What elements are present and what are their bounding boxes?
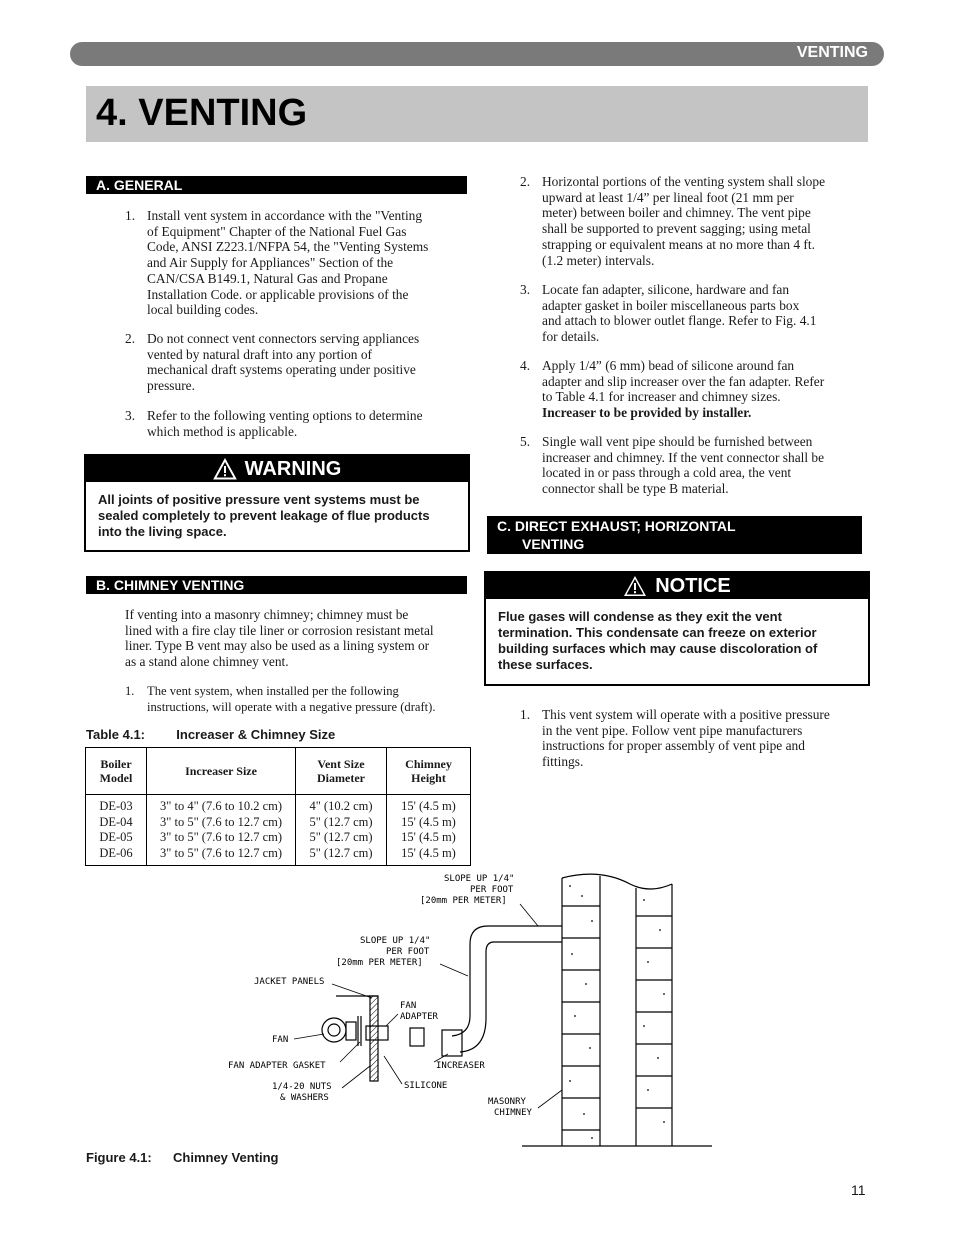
text-line: meter) between boiler and chimney. The vent pipe xyxy=(542,205,811,221)
page-number: 11 xyxy=(851,1182,866,1198)
text-line: strapping or equivalent means at no more than 4 ft. xyxy=(542,236,815,252)
table-cell: DE-03 DE-04 DE-05 DE-06 xyxy=(86,795,147,866)
text-line: Installation Code. or applicable provisions of the xyxy=(147,286,409,302)
text-line: mechanical draft systems operating under positive xyxy=(147,362,416,378)
list-text xyxy=(542,282,816,345)
list-number: 4. xyxy=(520,358,531,373)
text-line: instructions for proper assembly of vent pipe and xyxy=(542,738,805,754)
text-line: Code, ANSI Z223.1/NFPA 54, the "Venting Systems xyxy=(147,239,429,255)
figure-label: SLOPE UP 1/4" xyxy=(360,936,431,946)
figure-label: CHIMNEY xyxy=(494,1108,532,1118)
text-line: Horizontal portions of the venting system shall slope xyxy=(542,174,826,189)
text-line: adapter and slip increaser over the fan adapter. Refer xyxy=(542,373,825,389)
section-direct-heading xyxy=(487,516,862,554)
table-caption-label: Table 4.1: xyxy=(86,727,146,742)
figure-label: FAN xyxy=(272,1035,289,1045)
text-line: increaser and chimney. If the vent connector shall be xyxy=(542,449,825,465)
text-line: vented by natural draft into any portion of xyxy=(147,346,372,362)
notice-text xyxy=(486,599,868,683)
notice-box xyxy=(484,571,870,686)
notice-header xyxy=(486,573,868,599)
chimney-intro xyxy=(125,607,470,670)
figure-label: PER FOOT xyxy=(470,885,514,895)
text-line: Single wall vent pipe should be furnished between xyxy=(542,434,813,449)
text-line: building surfaces which may cause discoloration of xyxy=(498,641,818,656)
figure-label: MASONRY xyxy=(488,1097,526,1107)
text-line: liner. Type B vent may also be used as a lining system or xyxy=(125,638,430,654)
text-line: as a stand alone chimney vent. xyxy=(125,654,289,670)
list-number: 2. xyxy=(520,174,531,189)
page-title: 4. VENTING xyxy=(96,92,308,134)
header-bar xyxy=(70,42,884,66)
text-line: local building codes. xyxy=(147,302,259,318)
vent-pipe-drawing xyxy=(442,926,562,1056)
list-text xyxy=(147,684,436,715)
list-text xyxy=(147,331,419,394)
text-line: (1.2 meter) intervals. xyxy=(542,252,655,268)
figure-label: JACKET PANELS xyxy=(254,977,325,987)
figure-caption-title: Chimney Venting xyxy=(173,1150,279,1165)
table-header-row xyxy=(86,748,471,795)
figure-label: FAN ADAPTER GASKET xyxy=(228,1061,326,1071)
text-line: and Air Supply for Appliances" Section of the xyxy=(147,255,394,271)
text-line: and attach to blower outlet flange. Refer to Fig. 4.1 xyxy=(542,313,817,329)
text-line: to Table 4.1 for increaser and chimney sizes. xyxy=(542,389,781,405)
list-text xyxy=(147,408,423,439)
increaser-chimney-table xyxy=(85,747,471,866)
text-line: these surfaces. xyxy=(498,657,593,672)
column-header: Chimney Height xyxy=(387,748,471,795)
figure-label: & WASHERS xyxy=(280,1093,329,1103)
text-line: pressure. xyxy=(147,378,195,394)
text-line-bold: Increaser to be provided by installer. xyxy=(542,405,752,421)
figure-label: [20mm PER METER] xyxy=(336,958,423,968)
figure-label: ADAPTER xyxy=(400,1012,438,1022)
text-line: Refer to the following venting options to determine xyxy=(147,408,423,423)
column-header: Vent Size Diameter xyxy=(296,748,387,795)
text-line: which method is applicable. xyxy=(147,423,298,439)
text-line: located in or pass through a cold area, the vent xyxy=(542,465,792,481)
figure-label: 1/4-20 NUTS xyxy=(272,1082,332,1092)
table-cell: 15' (4.5 m) 15' (4.5 m) 15' (4.5 m) 15' (4.5 m) xyxy=(387,795,471,866)
text-line: termination. This condensate can freeze on exterior xyxy=(498,625,817,640)
header-section-label: VENTING xyxy=(796,44,868,61)
text-line: into the living space. xyxy=(98,524,227,539)
figure-label: PER FOOT xyxy=(386,947,430,957)
text-line: shall be supported to prevent sagging; using metal xyxy=(542,221,811,237)
table-cell: 4" (10.2 cm) 5" (12.7 cm) 5" (12.7 cm) 5" (12.7 cm) xyxy=(296,795,387,866)
figure-label: SLOPE UP 1/4" xyxy=(444,874,515,884)
figure-label: INCREASER xyxy=(436,1061,485,1071)
list-number: 3. xyxy=(125,408,136,423)
text-line: of Equipment" Chapter of the National Fuel Gas xyxy=(147,223,407,239)
text-line: Apply 1/4” (6 mm) bead of silicone around fan xyxy=(542,358,795,373)
column-header: Boiler Model xyxy=(86,748,147,795)
warning-header xyxy=(86,456,468,482)
list-number: 1. xyxy=(125,208,136,223)
table-cell: 3" to 4" (7.6 to 10.2 cm) 3" to 5" (7.6 to 12.7 cm) 3" to 5" (7.6 to 12.7 cm) 3" to 5" (7.6 to 12.7 cm) xyxy=(147,795,296,866)
text-line: fittings. xyxy=(542,754,584,770)
heading-line: VENTING xyxy=(522,536,585,552)
figure-caption xyxy=(86,1150,278,1165)
list-number: 3. xyxy=(520,282,531,297)
text-line: sealed completely to prevent leakage of flue products xyxy=(98,508,430,523)
list-number: 1. xyxy=(520,707,531,722)
text-line: All joints of positive pressure vent systems must be xyxy=(98,492,420,507)
text-line: in the vent pipe. Follow vent pipe manufacturers xyxy=(542,722,803,738)
list-number: 2. xyxy=(125,331,136,346)
notice-label: NOTICE xyxy=(655,574,731,597)
list-text xyxy=(542,707,830,770)
list-text xyxy=(147,208,428,318)
text-line: adapter gasket in boiler miscellaneous parts box xyxy=(542,297,800,313)
text-line: Flue gases will condense as they exit the vent xyxy=(498,609,782,624)
warning-triangle-icon xyxy=(213,458,237,480)
text-line: instructions, will operate with a negative pressure (draft). xyxy=(147,699,436,714)
title-box xyxy=(86,86,868,142)
list-text xyxy=(542,434,824,497)
warning-triangle-icon xyxy=(623,575,647,597)
text-line: connector shall be type B material. xyxy=(542,481,729,497)
list-number: 5. xyxy=(520,434,531,449)
text-line: The vent system, when installed per the following xyxy=(147,684,399,698)
list-number: 1. xyxy=(125,684,135,698)
figure-label: [20mm PER METER] xyxy=(420,896,507,906)
section-chimney-heading: B. CHIMNEY VENTING xyxy=(86,576,467,594)
masonry-chimney-drawing xyxy=(522,874,712,1146)
text-line: for details. xyxy=(542,329,600,345)
text-line: upward at least 1/4” per lineal foot (21 mm per xyxy=(542,189,794,205)
list-text xyxy=(542,358,824,421)
text-line: Install vent system in accordance with the "Venting xyxy=(147,208,423,223)
text-line: Locate fan adapter, silicone, hardware and fan xyxy=(542,282,790,297)
table-caption-title: Increaser & Chimney Size xyxy=(176,727,336,742)
chimney-venting-figure xyxy=(220,866,720,1151)
leader-lines xyxy=(294,904,562,1108)
table-caption xyxy=(86,727,335,742)
heading-line: C. DIRECT EXHAUST; HORIZONTAL xyxy=(497,518,736,534)
table-row xyxy=(86,795,471,866)
figure-label: FAN xyxy=(400,1001,417,1011)
warning-box xyxy=(84,454,470,552)
warning-text xyxy=(86,482,468,550)
text-line: This vent system will operate with a positive pressure xyxy=(542,707,830,722)
text-line: Do not connect vent connectors serving appliances xyxy=(147,331,420,346)
text-line: CAN/CSA B149.1, Natural Gas and Propane xyxy=(147,270,388,286)
figure-caption-label: Figure 4.1: xyxy=(86,1150,152,1165)
warning-label: WARNING xyxy=(244,457,342,480)
text-line: lined with a fire clay tile liner or corrosion resistant metal xyxy=(125,622,434,638)
list-text xyxy=(542,174,825,268)
figure-label: SILICONE xyxy=(404,1081,448,1091)
text-line: If venting into a masonry chimney; chimney must be xyxy=(125,607,409,622)
section-general-heading: A. GENERAL xyxy=(86,176,467,194)
column-header: Increaser Size xyxy=(147,748,296,795)
